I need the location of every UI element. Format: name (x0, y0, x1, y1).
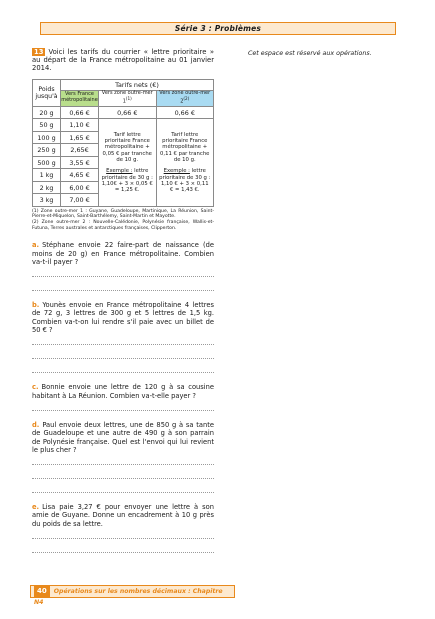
column-france: Vers France métropolitaine (61, 90, 99, 106)
question-letter: b. (32, 301, 40, 310)
question-text: Younès envoie en France métropolitaine 4 lettres de 72 g, 3 lettres de 300 g et 5 lettres de 1,5 kg. Combien va-t-on lui rendre s'il paie avec un billet de 50 € ? (32, 301, 214, 335)
answer-line[interactable] (32, 454, 214, 465)
question-text: Stéphane envoie 22 faire-part de naissance (de moins de 20 g) en France métropolitaine. Combien va-t-il payer ? (32, 241, 214, 266)
question-c (32, 383, 214, 400)
price-france-cell: 1,65 € (61, 131, 99, 144)
series-title: Série 3 : Problèmes (174, 24, 262, 33)
question-text: Paul envoie deux lettres, une de 850 g à sa tante de Guadeloupe et une autre de 490 g à son parrain de Polynésie française. Quel est l'envoi qui lui revient le plus cher ? (32, 420, 214, 454)
price-zone1-cell: 0,66 € (99, 106, 157, 119)
zone2-rule: Tarif lettre prioritaire France métropolitaine + 0,11 € par tranche de 10 g. (160, 131, 210, 163)
table-row (33, 106, 214, 119)
weight-cell: 3 kg (33, 194, 61, 207)
zone1-rule: Tarif lettre prioritaire France métropolitaine + 0,05 € par tranche de 10 g. (102, 131, 152, 163)
answer-line[interactable] (32, 277, 214, 291)
zone1-rule-cell (99, 119, 157, 207)
answer-line[interactable] (32, 359, 214, 373)
price-france-cell: 6,00 € (61, 181, 99, 194)
price-france-cell: 7,00 € (61, 194, 99, 207)
answer-line[interactable] (32, 479, 214, 493)
question-text: Lisa paie 3,27 € pour envoyer une lettre à son amie de Guyane. Donne un encadrement à 10 g près du poids de sa lettre. (32, 503, 214, 528)
price-france-cell: 1,10 € (61, 119, 99, 132)
answer-line[interactable] (32, 345, 214, 359)
column-zone1 (99, 90, 157, 106)
question-letter: a. (32, 241, 40, 250)
question-text: Bonnie envoie une lettre de 120 g à sa cousine habitant à La Réunion. Combien va-t-elle payer ? (32, 383, 214, 400)
page-number: 40 (34, 586, 50, 597)
footnote-zone2: (2) Zone outre-mer 2 : Nouvelle-Calédonie, Polynésie française, Wallis-et-Futuna, Terres australes et antarctiques françaises, Clipperton. (32, 220, 214, 231)
zone1-example-label: Exemple : (106, 168, 133, 175)
zone2-example-label: Exemple : (163, 168, 190, 175)
answer-line[interactable] (32, 400, 214, 411)
weight-cell: 20 g (33, 106, 61, 119)
exercise-number: 13 (34, 48, 44, 56)
exercise-intro-text: Voici les tarifs du courrier « lettre prioritaire » au départ de la France métropolitaine au 01 janvier 2014. (32, 48, 214, 73)
weight-cell: 250 g (33, 144, 61, 157)
column-zone1-label: Vers zone outre-mer 1 (101, 89, 153, 106)
weight-cell: 1 kg (33, 169, 61, 182)
question-letter: e. (32, 503, 40, 512)
question-e (32, 503, 214, 528)
exercise-column (32, 48, 214, 553)
footnote-zone1: (1) Zone outre-mer 1 : Guyane, Guadeloupe, Martinique, La Réunion, Saint-Pierre-et-Miquelon, Saint-Barthélemy, Saint-Martin et Mayotte. (32, 208, 214, 220)
zone1-example (101, 168, 154, 193)
question-letter: d. (32, 420, 40, 429)
weight-cell: 2 kg (33, 181, 61, 194)
answer-line[interactable] (32, 539, 214, 553)
answer-line[interactable] (32, 528, 214, 539)
question-d (32, 421, 214, 454)
column-zone1-sup: (1) (125, 96, 132, 102)
question-letter: c. (32, 383, 39, 392)
price-zone2-cell: 0,66 € (156, 106, 214, 119)
weight-cell: 500 g (33, 156, 61, 169)
answer-line[interactable] (32, 266, 214, 277)
zone2-example-text: lettre prioritaire de 30 g : 1,10 € + 3 × 0,11 € = 1,43 €. (159, 168, 211, 194)
column-zone2-sup: (2) (183, 96, 190, 102)
question-b (32, 301, 214, 334)
column-zone2 (156, 90, 214, 106)
weight-cell: 50 g (33, 119, 61, 132)
zone1-example-text: lettre prioritaire de 30 g : 1,10€ + 3 × 0,05 € = 1,25 €. (101, 168, 153, 194)
price-france-cell: 2,65€ (61, 144, 99, 157)
column-zone2-label: Vers zone outre-mer 2 (159, 89, 211, 106)
exercise-intro (32, 48, 214, 73)
answer-line[interactable] (32, 334, 214, 345)
tariff-table (32, 79, 214, 207)
zone2-rule-cell (156, 119, 214, 207)
question-a (32, 241, 214, 266)
answer-line[interactable] (32, 465, 214, 479)
operations-space-note: Cet espace est réservé aux opérations. (248, 50, 372, 57)
price-france-cell: 4,65 € (61, 169, 99, 182)
price-france-cell: 3,55 € (61, 156, 99, 169)
chapter-footer (30, 585, 235, 606)
poids-header: Poids jusqu'à (33, 79, 61, 106)
table-row (33, 119, 214, 132)
weight-cell: 100 g (33, 131, 61, 144)
price-france-cell: 0,66 € (61, 106, 99, 119)
zone2-example (159, 168, 212, 193)
series-title-banner (40, 22, 396, 35)
chapter-title: Opérations sur les nombres décimaux : Chapitre N4 (34, 588, 223, 606)
tarifs-header: Tarifs nets (€) (61, 79, 214, 90)
